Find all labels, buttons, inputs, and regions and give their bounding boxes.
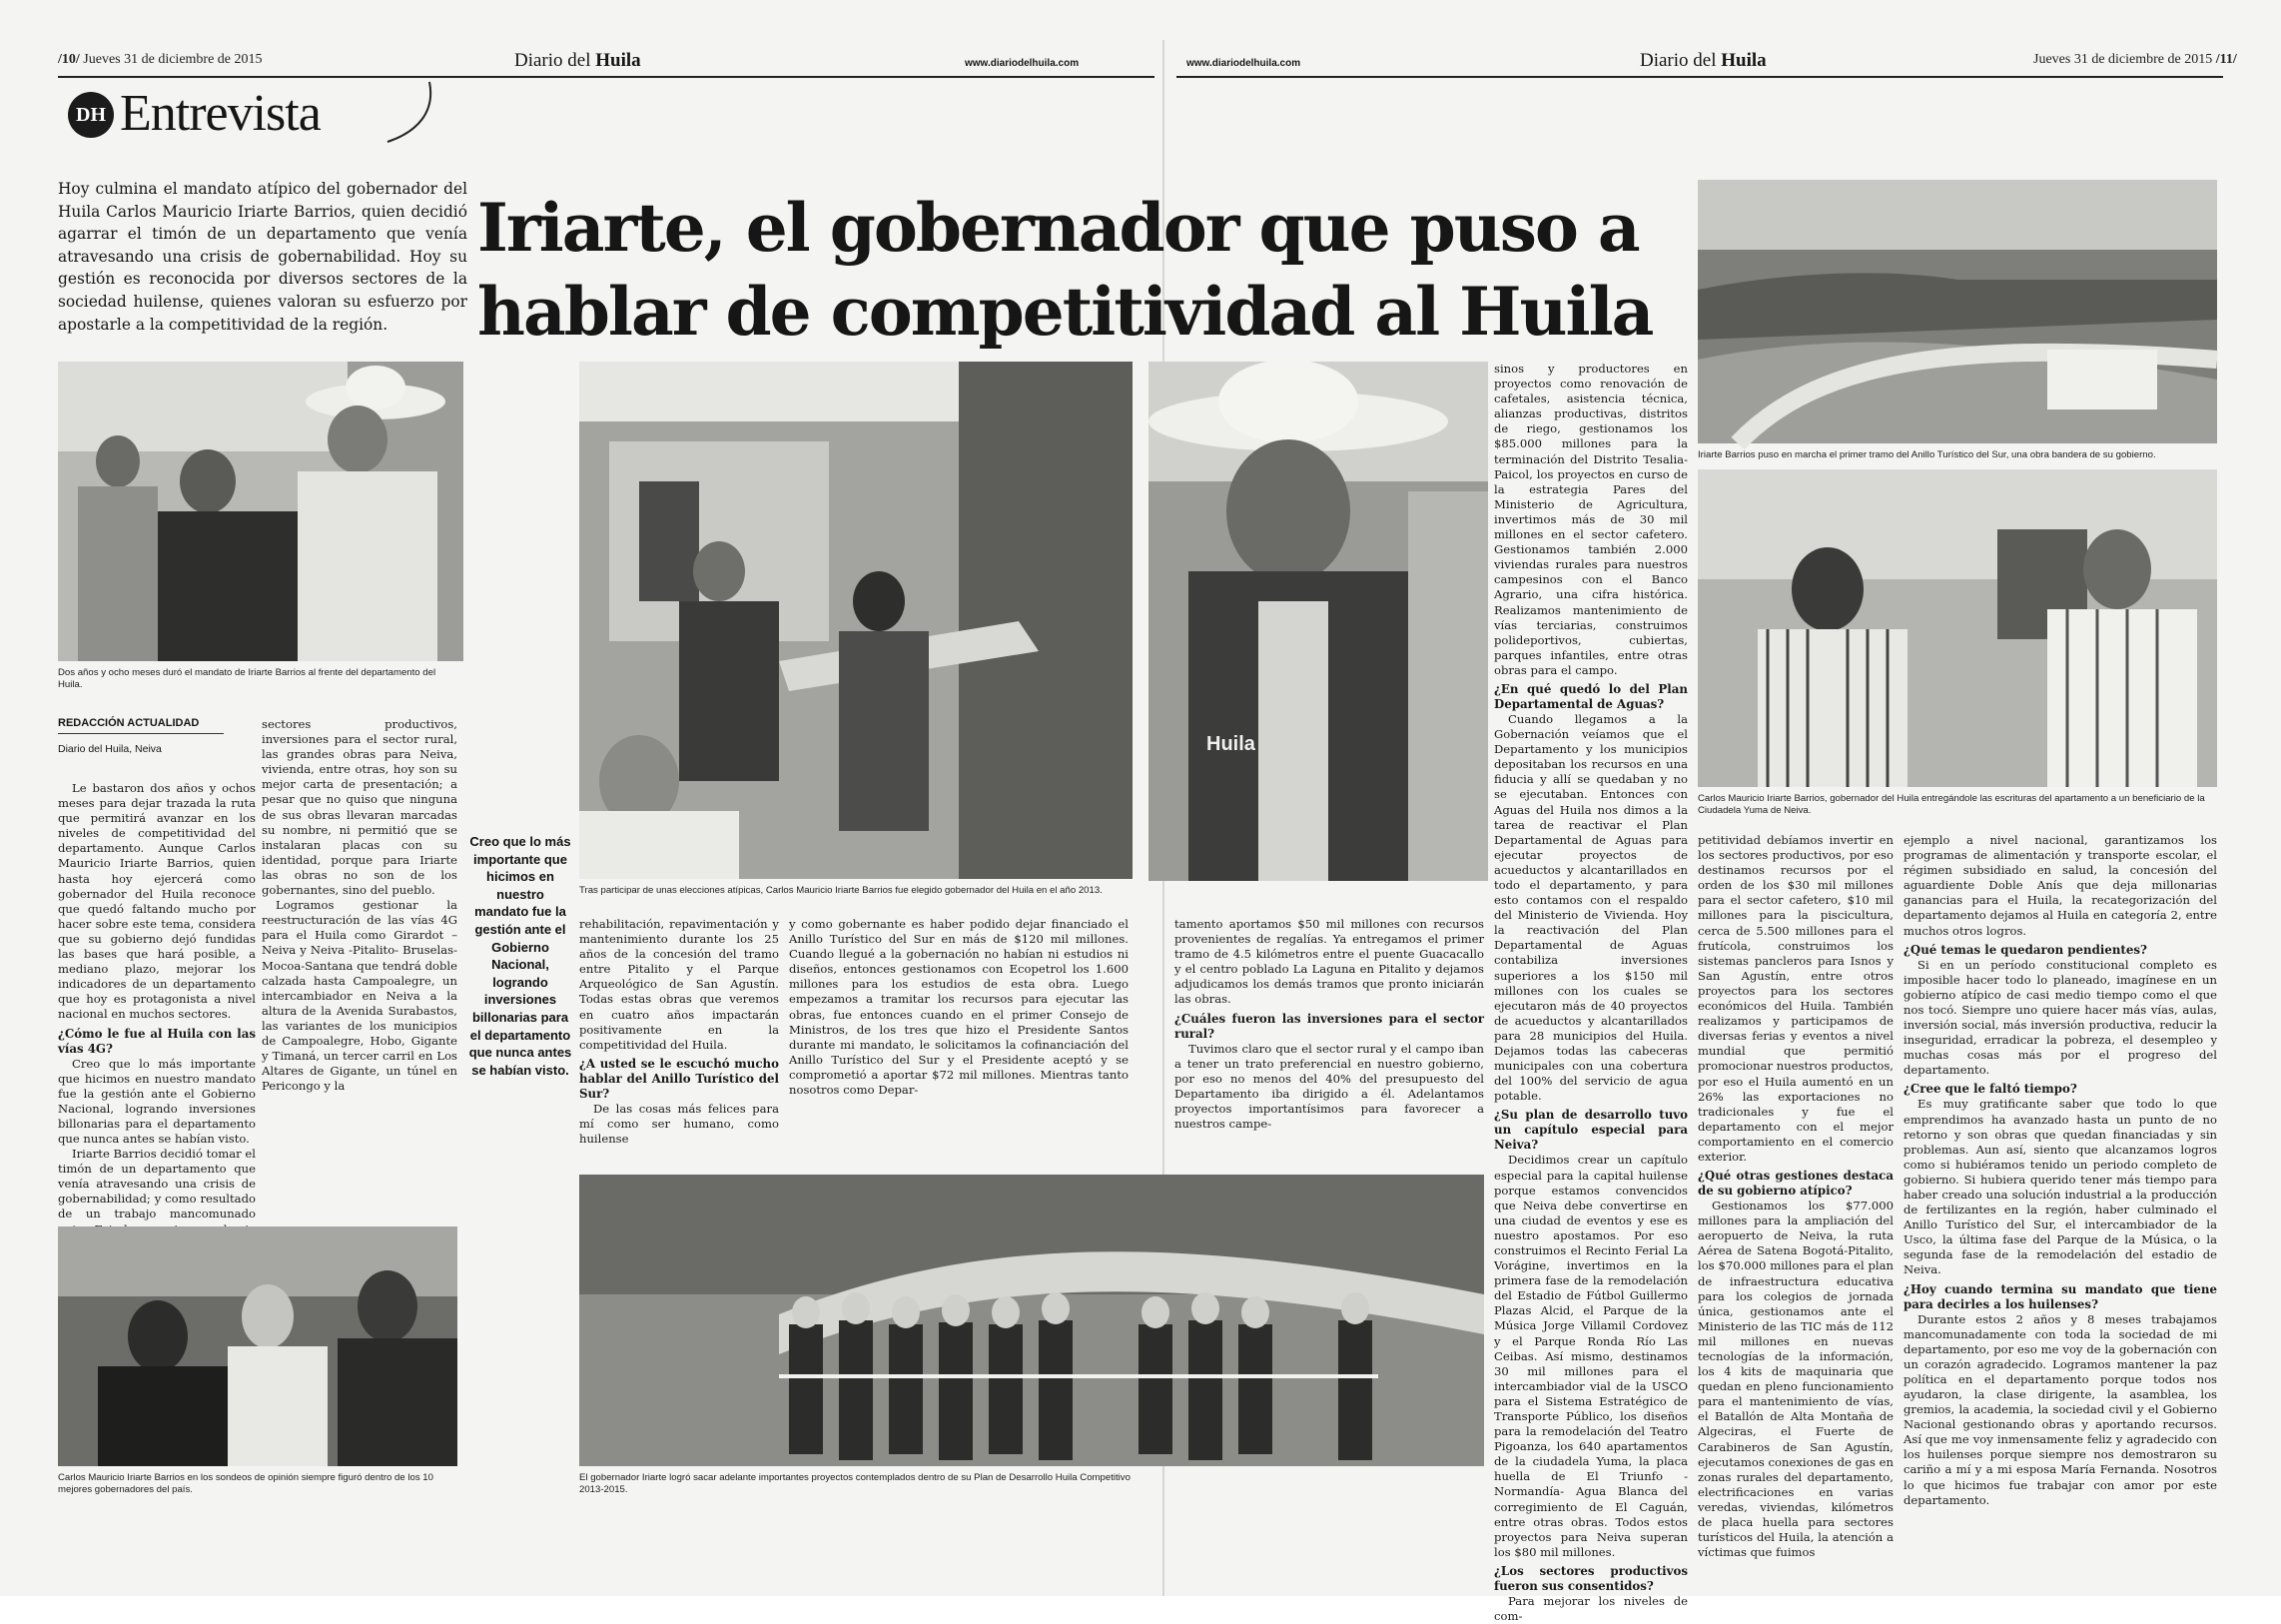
article-paragraph: Creo que lo más importante que hicimos en nuestro mandato fue la gestión ante el Gobierno Nacional, logrando inversiones billonarias para el departamento que nunca antes se habían visto. bbox=[58, 1056, 256, 1146]
interview-question: ¿Hoy cuando termina su mandato que tiene para decirles a los huilenses? bbox=[1903, 1281, 2217, 1311]
article-column-2 bbox=[262, 717, 457, 1220]
caption-photo-4: El gobernador Iriarte logró sacar adelante importantes proyectos contemplados dentro de su Plan de Desarrollo Huila Competitivo 2013-2015. bbox=[579, 1472, 1131, 1495]
caption-photo-6: Carlos Mauricio Iriarte Barrios, gobernador del Huila entregándole las escrituras del apartamento a un beneficiario de la Ciudadela Yuma de Neiva. bbox=[1698, 793, 2205, 816]
left-page-date: Jueves 31 de diciembre de 2015 bbox=[83, 52, 263, 67]
masthead-name: Diario del bbox=[514, 50, 596, 71]
masthead-name: Diario del bbox=[1640, 50, 1722, 71]
article-paragraph: ejemplo a nivel nacional, garantizamos los programas de alimentación y transporte escolar, el régimen subsidiado en salud, la concesión del aguardiente Doble Anís que deja millonarias ganancias para el Huila, la recategorización del departamento dejamos al Huila en categoría 2, entre muchos otros logros. bbox=[1903, 833, 2217, 938]
byline-author: REDACCIÓN ACTUALIDAD bbox=[58, 717, 200, 729]
left-url: www.diariodelhuila.com bbox=[965, 58, 1080, 69]
photo-portrait-art bbox=[1148, 362, 1488, 881]
article-column-6 bbox=[1494, 362, 1688, 1624]
right-url: www.diariodelhuila.com bbox=[1186, 58, 1301, 69]
photo-greeting-art bbox=[58, 362, 463, 661]
caption-photo-3: Tras participar de unas elecciones atípicas, Carlos Mauricio Iriarte Barrios fue elegido gobernador del Huila en el año 2013. bbox=[579, 885, 1103, 896]
right-header-rule bbox=[1176, 76, 2223, 78]
article-paragraph: Cuando llegamos a la Gobernación veíamos que el Departamento y los municipios depositaban los recursos en una fiducia y allí se quedaban y no se ejecutaban. Entonces con Aguas del Huila nos dimos a la tarea de reactivar el Plan Departamental de Aguas para ejecutar proyectos de acueductos y alcantarillados en todo el departamento, y para esto contamos con el respaldo del Ministerio de Vivienda. Hoy la reactivación del Plan Departamental de Aguas contabiliza inversiones superiores a los $150 mil millones con los cuales se ejecutaron más de 40 proyectos de acueductos y alcantarillados para 28 municipios del Huila. Dejamos todas las cabeceras municipales con una cobertura del 100% del servicio de agua potable. bbox=[1494, 711, 1688, 1104]
article-paragraph: tamento aportamos $50 mil millones con recursos provenientes de regalías. Ya entregamos el primer tramo de 4.5 kilómetros entre el puente Guacacallo y el centro poblado La Laguna en Pitalito y dejamos adjudicamos los demás tramos que pronto iniciarán las obras. bbox=[1174, 917, 1484, 1007]
photo-ribbon-cutting bbox=[579, 1175, 1484, 1466]
article-paragraph: Es muy gratificante saber que todo lo que emprendimos ha avanzado hasta un punto de no retorno y son obras que quedan financiadas y sin problemas. Aun así, siento que alcanzamos logros como si hubiéramos tenido un periodo completo de gobierno. Si hubiera querido tener más tiempo para haber creado una solución industrial a la producción de fertilizantes en la región, haber culminado el Anillo Turístico del Sur, el intercambiador de la Usco, la última fase del Parque de la Música, o la segunda fase de la remodelación del estadio de Neiva. bbox=[1903, 1097, 2217, 1277]
photo-road-ring bbox=[1698, 180, 2217, 443]
interview-question: ¿Cómo le fue al Huila con las vías 4G? bbox=[58, 1026, 256, 1056]
article-paragraph: Gestionamos los $77.000 millones para la ampliación del aeropuerto de Neiva, la ruta Aérea de Satena Bogotá-Pitalito, los $70.000 millones para el plan de infraestructura educativa para los colegios de jornada única, gestionamos ante el Ministerio de las TIC más de 112 mil millones en nuevas tecnologías de la información, los 4 kits de maquinaria que quedan en pleno funcionamiento para el mantenimiento de vías, el Batallón de Alta Montaña de Algeciras, el Fuerte de Carabineros de San Agustín, ejecutamos conexiones de gas en zonas rurales del departamento, electrificaciones en varias veredas, viviendas, kilómetros de placa huella para sectores turísticos del Huila, la atención a víctimas que fuimos bbox=[1698, 1199, 1894, 1560]
article-paragraph: De las cosas más felices para mí como ser humano, como huilense bbox=[579, 1101, 779, 1147]
article-paragraph: Iriarte Barrios decidió tomar el timón de un departamento que venía atravesando una crisis de gobernabilidad; y como resultado de un trabajo mancomunado bbox=[58, 1147, 256, 1221]
left-masthead bbox=[514, 50, 641, 72]
right-page-date: Jueves 31 de diciembre de 2015 bbox=[2033, 52, 2213, 67]
right-masthead bbox=[1640, 50, 1767, 72]
article-paragraph: Le bastaron dos años y ochos meses para dejar trazada la ruta que permitirá avanzar en los niveles de competitividad del departamento. Aunque Carlos Mauricio Iriarte Barrios, quien hasta hoy ejercerá como gobernador del Huila reconoce que quedó faltando mucho por hacer sobre este tema, considera que su gobierno dejó fundidas las bases que hará posible, a mediano plazo, mejorar los indicadores de un departamento que hoy es protagonista a nivel nacional en muchos sectores. bbox=[58, 781, 256, 1022]
article-column-7 bbox=[1698, 833, 1894, 1560]
article-paragraph: y como gobernante es haber podido dejar financiado el Anillo Turístico del Sur en más de $120 mil millones. Cuando llegué a la gobernación no habían ni estudios ni diseños, entonces gestionamos con Ecopetrol los 1.600 millones para los estudios de esta obra. Luego empezamos a tramitar los recursos para ejecutar las obras, fue entonces cuando en el primer Consejo de Ministros, de los tres que hizo el Presidente Santos durante mi mandato, le solicitamos la cofinanciación del Anillo Turístico del Sur y el Presidente aceptó y se comprometió a aportar $72 mil millones. Mientras tanto nosotros como Depar- bbox=[789, 917, 1129, 1098]
photo-deed-delivery bbox=[1698, 469, 2217, 787]
article-column-4 bbox=[789, 917, 1129, 1167]
photo-men-art bbox=[58, 1226, 457, 1466]
dh-logo: DH bbox=[68, 92, 114, 138]
left-page-number: /10/ bbox=[58, 52, 80, 67]
masthead-name-bold: Huila bbox=[595, 50, 641, 71]
article-paragraph: Logramos gestionar la reestructuración de las vías 4G para el Huila como Girardot – Neiva y Neiva -Pitalito- Bruselas-Mocoa-Santana que tendrá doble calzada hasta Campoalegre, un intercambiador en Neiva a la altura de la Avenida Surabastos, las variantes de los municipios de Campoalegre, Hobo, Gigante y Timaná, un tercer carril en Los Altares de Gigante, un túnel en Pericongo y la bbox=[262, 898, 457, 1094]
interview-question: ¿A usted se le escuchó mucho hablar del Anillo Turístico del Sur? bbox=[579, 1056, 779, 1101]
photo-deed-art bbox=[1698, 469, 2217, 787]
interview-question: ¿En qué quedó lo del Plan Departamental de Aguas? bbox=[1494, 681, 1688, 711]
masthead-name-bold: Huila bbox=[1721, 50, 1767, 71]
byline-rule bbox=[58, 733, 224, 734]
deck-text: Hoy culmina el mandato atípico del gobernador del Huila Carlos Mauricio Iriarte Barrios, quien decidió agarrar el timón de un departamento que venía atravesando una crisis de gobernabilidad. Hoy su gestión es reconocida por diversos sectores de la sociedad huilense, quienes valoran su esfuerzo por apostarle a la competitividad de la región. bbox=[58, 180, 467, 334]
article-paragraph: Decidimos crear un capítulo especial para la capital huilense porque estamos convencidos que Neiva debe convertirse en una ciudad de eventos y ese es nuestro apostamos. Por eso construimos el Recinto Ferial La Vorágine, invertimos en la primera fase de la remodelación del Estadio de Fútbol Guillermo Plazas Alcid, el Parque de la Música Jorge Villamil Cordovez y el Parque Ronda Río Las Ceibas. Así mismo, destinamos 30 mil millones para el intercambiador vial de la USCO para el Sistema Estratégico de Transporte Público, los diseños para la remodelación del Teatro Pigoanza, los 640 apartamentos de la ciudadela Yuma, la placa huella de El Triunfo -Normandía- Agua Blanca del corregimiento de El Caguán, entre otras obras. Todos estos proyectos para Neiva superan los $80 mil millones. bbox=[1494, 1153, 1688, 1559]
photo-gesture-art bbox=[579, 362, 1133, 879]
caption-photo-2: Carlos Mauricio Iriarte Barrios en los sondeos de opinión siempre figuró dentro de los 10 mejores gobernadores del país. bbox=[58, 1472, 433, 1495]
right-page-number: /11/ bbox=[2215, 52, 2237, 67]
interview-question: ¿Cuáles fueron las inversiones para el sector rural? bbox=[1174, 1011, 1484, 1041]
photo-governor-men bbox=[58, 1226, 457, 1466]
interview-question: ¿Qué otras gestiones destaca de su gobierno atípico? bbox=[1698, 1169, 1894, 1199]
section-label bbox=[58, 82, 437, 142]
interview-question: ¿Cree que le faltó tiempo? bbox=[1903, 1082, 2077, 1097]
article-paragraph: Para mejorar los niveles de com- bbox=[1494, 1593, 1688, 1624]
headline-line-2: hablar de competitividad al Huila bbox=[477, 273, 1653, 351]
photo-ribbon-art bbox=[579, 1175, 1484, 1466]
article-column-5 bbox=[1174, 917, 1484, 1167]
byline-place: Diario del Huila, Neiva bbox=[58, 743, 162, 755]
caption-photo-5: Iriarte Barrios puso en marcha el primer tramo del Anillo Turístico del Sur, una obra bandera de su gobierno. bbox=[1698, 449, 2156, 460]
headline bbox=[477, 186, 1716, 354]
article-paragraph: Tuvimos claro que el sector rural y el campo iban a tener un trato preferencial en nuestro gobierno, por eso no menos del 40% del presupuesto del Departamento iba dirigido a él. Adelantamos proyectos importantísimos para favorecer a nuestros campe- bbox=[1174, 1041, 1484, 1132]
article-paragraph: sinos y productores en proyectos como renovación de cafetales, asistencia técnica, alianzas productivas, distritos de riego, gestionamos los $85.000 millones para la terminación del Distrito Tesalia-Paicol, los proyectos en curso de la estrategia Pares del Ministerio de Agricultura, invertimos más de 30 mil millones en el sector cafetero. Gestionamos también 2.000 viviendas rurales para nuestros campesinos con el Banco Agrario, una cifra histórica. Realizamos mantenimiento de vías terciarias, construimos polideportivos, cubiertas, parques infantiles, entre otras obras para el campo. bbox=[1494, 362, 1688, 677]
article-paragraph: rehabilitación, repavimentación y mantenimiento durante los 25 años de la concesión del tramo entre Pitalito y el Parque Arqueológico de San Agustín. Todas estas obras que veremos en cuatro años impactarán positivamente en la competitividad del Huila. bbox=[579, 917, 779, 1052]
right-page-folio bbox=[2033, 52, 2237, 68]
left-header-rule bbox=[58, 76, 1154, 78]
article-paragraph: Durante estos 2 años y 8 meses trabajamos mancomunadamente con toda la sociedad de mi departamento, por eso me voy de la gobernación con un corazón agradecido. Logramos mantener la paz política en el departamento porque todos nos ayudaron, la clase dirigente, la asamblea, los gremios, la academia, la sociedad civil y el Gobierno Nacional gestionando obras y aportando recursos. Así que me voy inmensamente feliz y agradecido con los huilenses porque siempre nos demostraron su cariño a mí y a mi esposa María Fernanda. Nosotros lo que hicimos fue trabajar con amor por este departamento. bbox=[1903, 1311, 2217, 1507]
pull-quote: Creo que lo más importante que hicimos en nuestro mandato fue la gestión ante el Gobierno Nacional, logrando inversiones billonarias para el departamento que nunca antes se habían visto. bbox=[468, 834, 572, 1078]
left-page-folio bbox=[58, 52, 263, 68]
photo-road-art bbox=[1698, 180, 2217, 443]
caption-photo-1: Dos años y ocho meses duró el mandato de Iriarte Barrios al frente del departamento del Huila. bbox=[58, 667, 436, 690]
section-title: Entrevista bbox=[120, 85, 321, 142]
photo-governor-gesture bbox=[579, 362, 1133, 879]
photo-governor-portrait bbox=[1148, 362, 1488, 881]
article-paragraph: Si en un período constitucional completo es imposible hacer todo lo planeado, imagínese en un gobierno atípico de casi medio tiempo como el que nos tocó. Siempre uno quiere hacer más vías, aulas, inversión social, más inversión productiva, reducir la inseguridad, erradicar la pobreza, el desempleo y muchas cosas más por el progreso del departamento. bbox=[1903, 957, 2217, 1078]
article-paragraph: petitividad debíamos invertir en los sectores productivos, por eso destinamos recursos por el orden de los $30 mil millones para el sector cafetero, $10 mil millones para la piscicultura, cerca de 5.500 millones para el frutícola, construimos los sistemas pancleros para Isnos y San Agustín, entre otros proyectos para los sectores económicos del Huila. También realizamos y participamos de diversas ferias y eventos a nivel mundial que permitió promocionar nuestros productos, por eso el Huila aumentó en un 26% las exportaciones no tradicionales y fue el departamento con el mejor comportamiento en el comercio exterior. bbox=[1698, 833, 1894, 1164]
interview-question: ¿Los sectores productivos fueron sus consentidos? bbox=[1494, 1563, 1688, 1593]
photo-governor-greeting bbox=[58, 362, 463, 661]
interview-question: ¿Su plan de desarrollo tuvo un capítulo especial para Neiva? bbox=[1494, 1108, 1688, 1153]
article-column-3 bbox=[579, 917, 779, 1167]
headline-line-1: Iriarte, el gobernador que puso a bbox=[477, 189, 1639, 267]
interview-question: ¿Qué temas le quedaron pendientes? bbox=[1903, 942, 2147, 957]
article-column-8 bbox=[1903, 833, 2217, 1507]
article-paragraph: sectores productivos, inversiones para el sector rural, las grandes obras para Neiva, vivienda, entre otras, hoy son su mejor carta de presentación; a pesar que no quiso que ninguna de sus obras llevaran marcadas su nombre, ni permitió que se instalaran placas con su identidad, porque para Iriarte las obras no son de los gobernantes, sino del pueblo. bbox=[262, 717, 457, 898]
article-column-1 bbox=[58, 781, 256, 1220]
vest-logo: Huila bbox=[1206, 733, 1255, 755]
